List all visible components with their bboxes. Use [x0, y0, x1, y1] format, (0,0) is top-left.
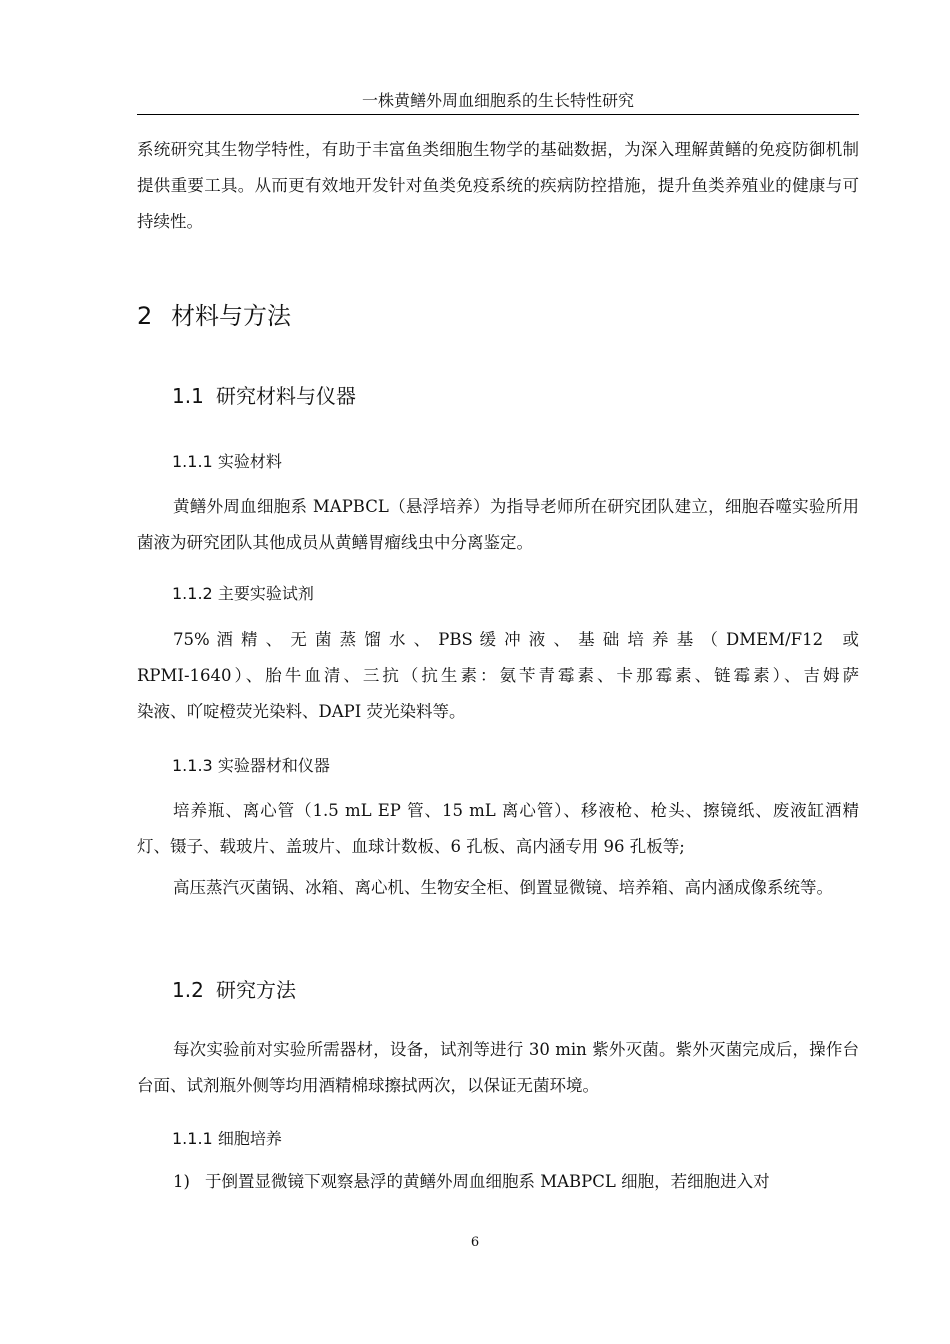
reagents-line-1: 75% 酒 精 、 无 菌 蒸 馏 水 、 PBS 缓 冲 液 、 基 础 培 养 基 （ DMEM/F12 或 — [173, 630, 859, 649]
section-1-1-1-title: 实验材料 — [217, 452, 282, 471]
section-1-1-2-title: 主要实验试剂 — [217, 584, 314, 603]
intro-paragraph: 系统研究其生物学特性，有助于丰富鱼类细胞生物学的基础数据，为深入理解黄鳝的免疫防御机制提供重要工具。从而更有效地开发针对鱼类免疫系统的疾病防控措施，提升鱼类养殖业的健康与可持续性。 — [137, 140, 859, 231]
section-1-1-3-heading — [172, 753, 330, 779]
cell-culture-title: 细胞培养 — [217, 1129, 282, 1148]
culture-step-1 — [173, 1164, 859, 1200]
section-1-1-title: 研究材料与仪器 — [216, 384, 356, 408]
section-1-2-title: 研究方法 — [216, 978, 296, 1002]
equipment-paragraph-1: 培养瓶、离心管（1.5 mL EP 管、15 mL 离心管）、移液枪、枪头、擦镜纸、废液缸酒精灯、镊子、载玻片、盖玻片、血球计数板、6 孔板、高内涵专用 96 孔板等; — [137, 801, 859, 856]
section-1-1-2-number: 1.1.2 — [172, 584, 213, 603]
reagents-line-2: RPMI-1640）、胎牛血清、三抗（抗生素：氨苄青霉素、卡那霉素、链霉素）、吉姆萨 — [137, 666, 859, 685]
section-1-1-1-heading — [172, 449, 282, 475]
section-2-number: 2 — [137, 302, 153, 330]
page-number: 6 — [470, 1235, 480, 1250]
section-2-title: 材料与方法 — [171, 302, 291, 330]
equipment-paragraph-2: 高压蒸汽灭菌锅、冰箱、离心机、生物安全柜、倒置显微镜、培养箱、高内涵成像系统等。 — [173, 878, 833, 897]
reagents-line-3: 染液、吖啶橙荧光染料、DAPI 荧光染料等。 — [137, 702, 466, 721]
section-1-1-number: 1.1 — [172, 384, 204, 408]
culture-step-1-number: 1) — [173, 1172, 190, 1191]
section-1-1-3-title: 实验器材和仪器 — [217, 756, 330, 775]
cell-culture-heading — [172, 1126, 282, 1152]
section-2-heading — [137, 298, 291, 334]
section-1-1-heading — [172, 381, 356, 411]
cell-culture-number: 1.1.1 — [172, 1129, 213, 1148]
section-1-1-1-number: 1.1.1 — [172, 452, 213, 471]
section-1-2-heading — [172, 975, 296, 1005]
materials-paragraph: 黄鳝外周血细胞系 MAPBCL（悬浮培养）为指导老师所在研究团队建立，细胞吞噬实验所用菌液为研究团队其他成员从黄鳝胃瘤线虫中分离鉴定。 — [137, 497, 859, 552]
section-1-1-3-number: 1.1.3 — [172, 756, 213, 775]
methods-paragraph: 每次实验前对实验所需器材，设备，试剂等进行 30 min 紫外灭菌。紫外灭菌完成后，操作台台面、试剂瓶外侧等均用酒精棉球擦拭两次，以保证无菌环境。 — [137, 1040, 859, 1095]
section-1-1-2-heading — [172, 581, 314, 607]
page-header: 一株黄鳝外周血细胞系的生长特性研究 — [361, 91, 634, 110]
culture-step-1-text: 于倒置显微镜下观察悬浮的黄鳝外周血细胞系 MABPCL 细胞，若细胞进入对 — [205, 1172, 770, 1191]
header-rule — [137, 114, 859, 115]
section-1-2-number: 1.2 — [172, 978, 204, 1002]
